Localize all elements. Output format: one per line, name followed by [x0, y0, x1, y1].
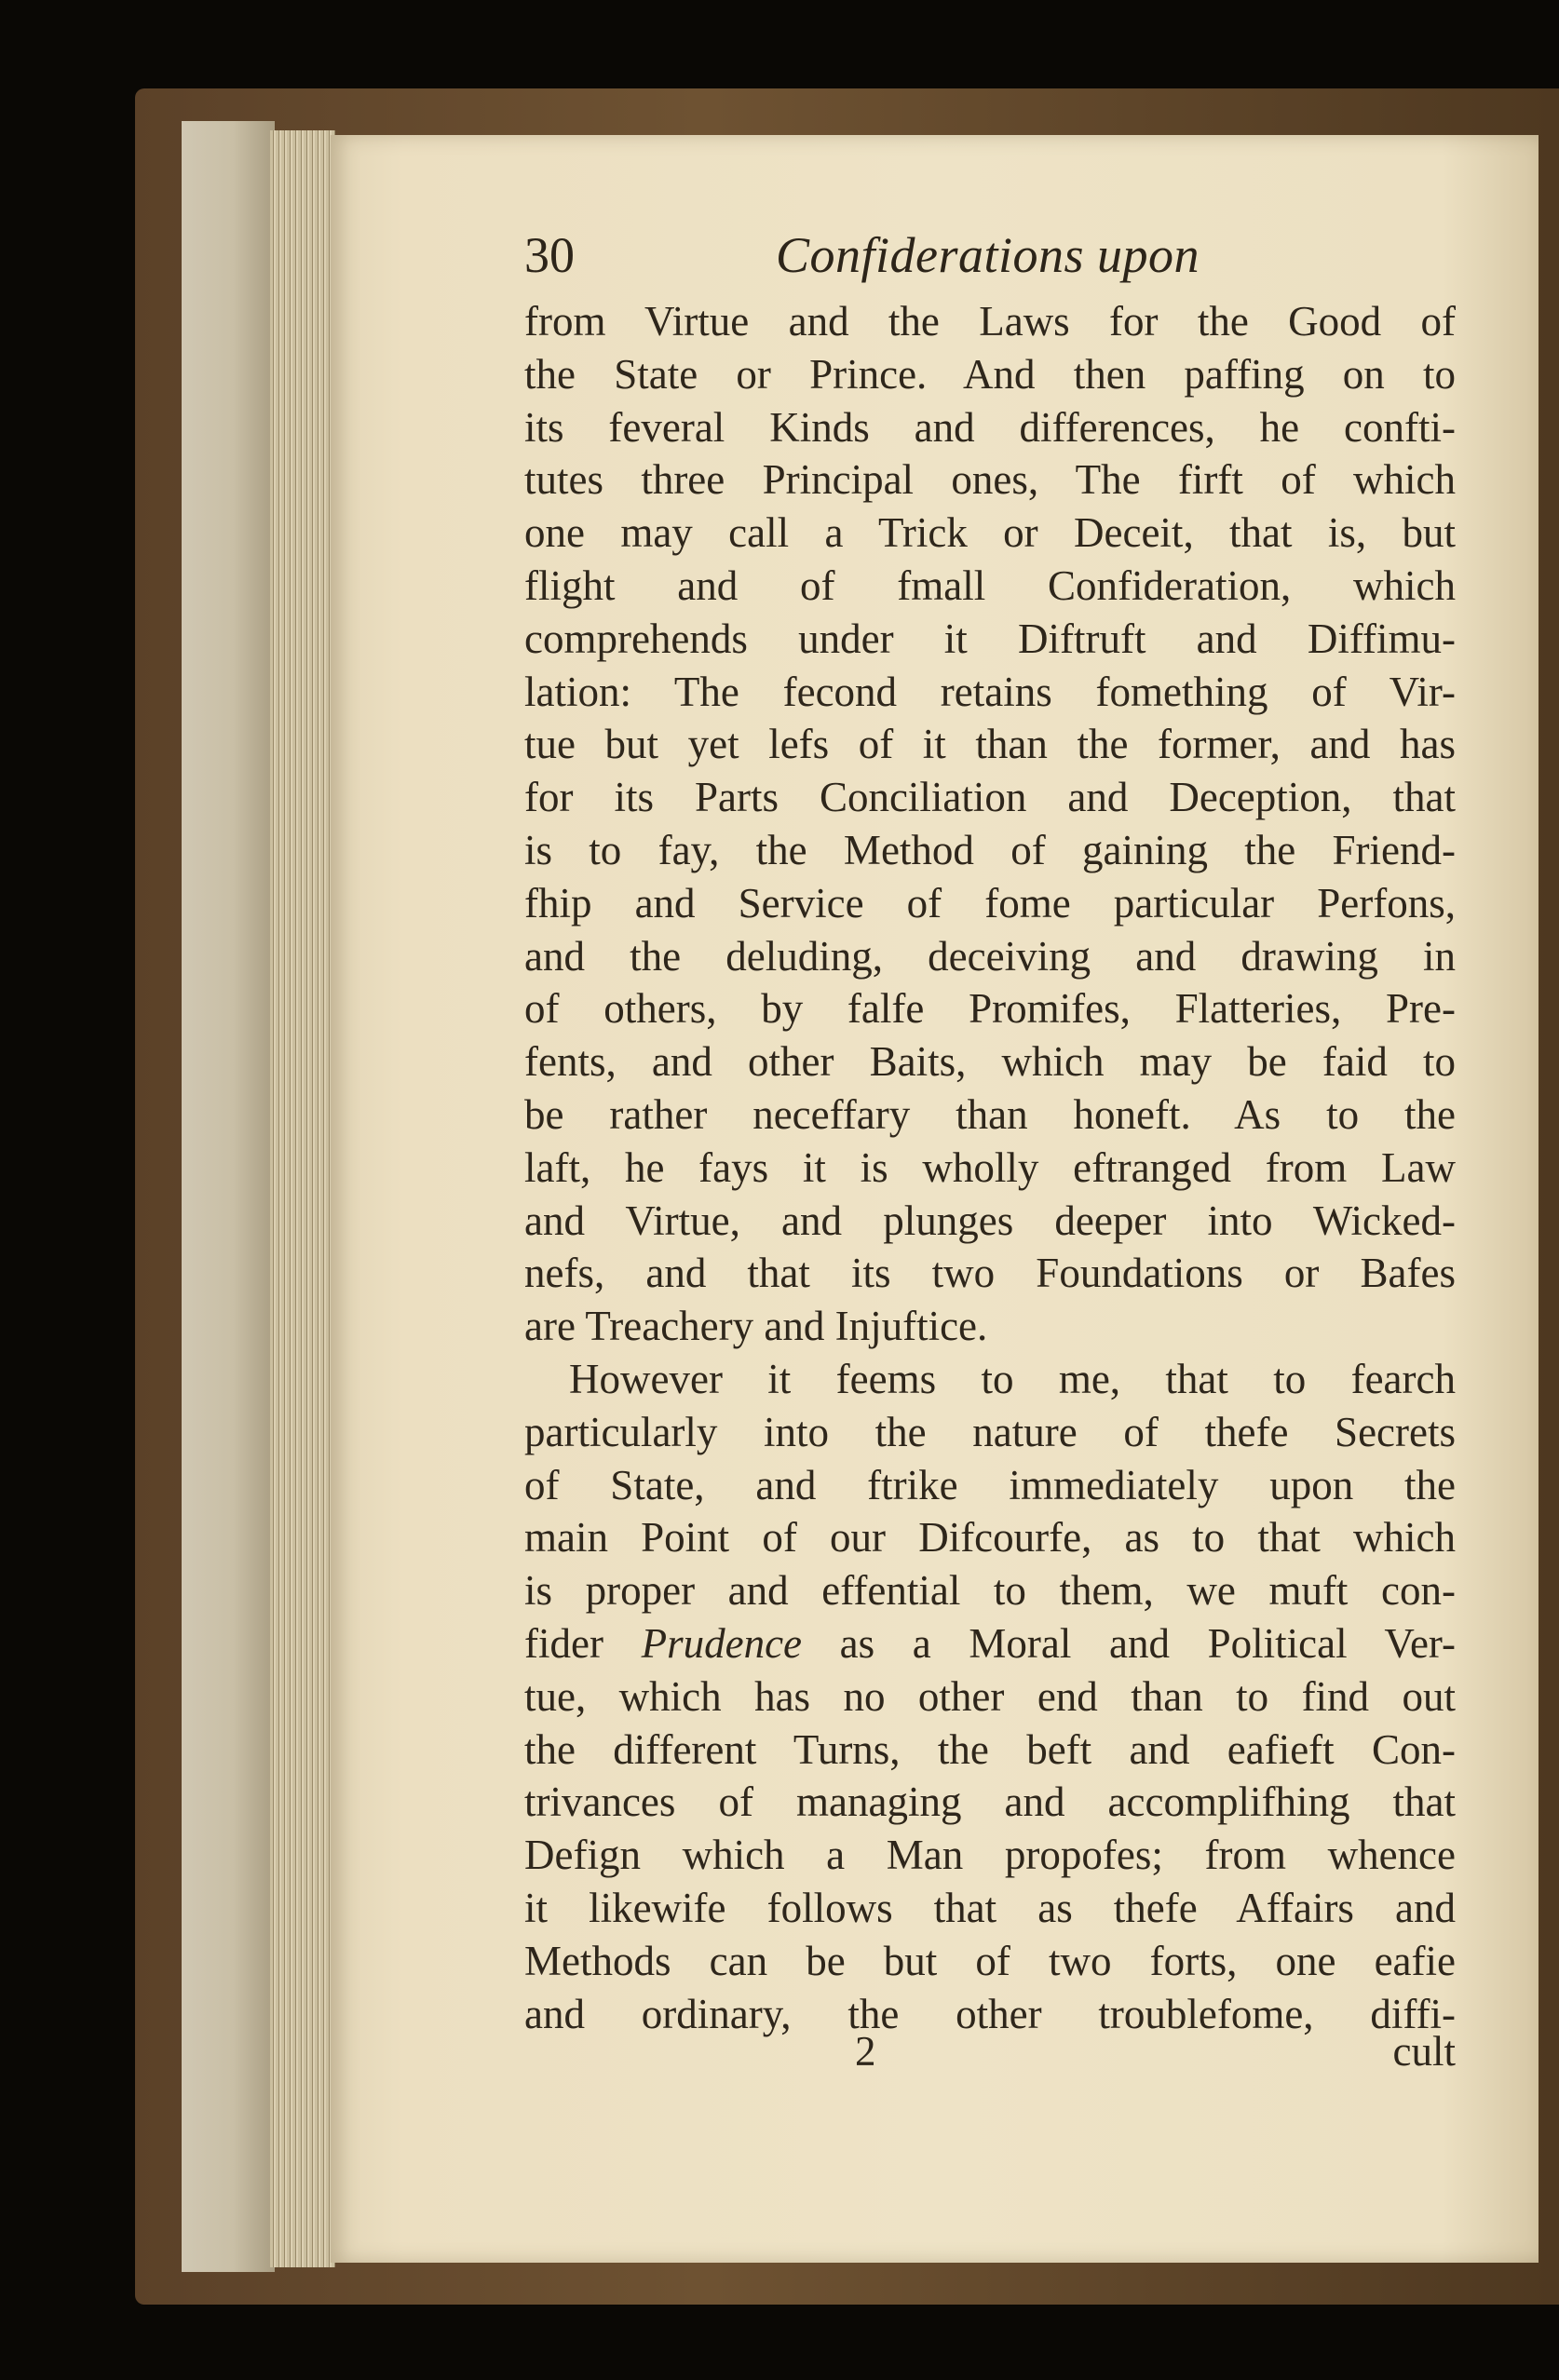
text-line: its feveral Kinds and differences, he confti-	[524, 403, 1456, 451]
signature-mark: 2	[855, 2028, 876, 2075]
text-line: flight and of fmall Confideration, which	[524, 561, 1456, 609]
page-number: 30	[524, 227, 575, 283]
text-line: comprehends under it Diftruft and Diffimu-	[524, 615, 1456, 662]
text-line: and ordinary, the other troublefome, diffi-	[524, 1990, 1456, 2037]
text-line: main Point of our Difcourfe, as to that which	[524, 1514, 1456, 1562]
text-line: and Virtue, and plunges deeper into Wicked-	[524, 1197, 1456, 1244]
page-edges	[270, 130, 335, 2267]
prudence-before: fider	[524, 1619, 642, 1667]
text-line: tutes three Principal ones, The firft of which	[524, 456, 1456, 504]
prudence-italic-word: Prudence	[641, 1619, 803, 1667]
text-line: is proper and effential to them, we muft con-	[524, 1567, 1456, 1615]
text-line: particularly into the nature of thefe Secrets	[524, 1408, 1456, 1455]
text-line: lation: The fecond retains fomething of Vir-	[524, 668, 1456, 715]
text-line: of State, and ftrike immediately upon the	[524, 1461, 1456, 1508]
text-line: laft, he fays it is wholly eftranged from Law	[524, 1143, 1456, 1191]
text-line: are Treachery and Injuftice.	[524, 1303, 988, 1350]
text-line: from Virtue and the Laws for the Good of	[524, 298, 1456, 345]
running-head-title: Confiderations upon	[776, 227, 1200, 283]
text-line: of others, by falfe Promifes, Flatteries, Pre-	[524, 985, 1456, 1033]
body-text	[524, 295, 1456, 2040]
text-line: the State or Prince. And then paffing on to	[524, 350, 1456, 398]
text-line: fents, and other Baits, which may be faid to	[524, 1038, 1456, 1086]
text-line: it likewife follows that as thefe Affairs and	[524, 1884, 1456, 1931]
text-line-prudence	[524, 1617, 1456, 1670]
prudence-after: as a Moral and Political Ver-	[802, 1619, 1456, 1667]
text-line: is to fay, the Method of gaining the Friend-	[524, 826, 1456, 873]
text-line: tue but yet lefs of it than the former, and has	[524, 721, 1456, 768]
text-line: one may call a Trick or Deceit, that is, but	[524, 509, 1456, 557]
text-line: Methods can be but of two forts, one eafie	[524, 1937, 1456, 1984]
catchword: cult	[1392, 2028, 1456, 2075]
text-line: fhip and Service of fome particular Perfons,	[524, 879, 1456, 926]
inner-cover-board	[182, 121, 275, 2272]
page-footer	[524, 2027, 1456, 2083]
text-line: and the deluding, deceiving and drawing in	[524, 932, 1456, 980]
paragraph-1	[524, 295, 1456, 1353]
text-line: tue, which has no other end than to find out	[524, 1672, 1456, 1720]
text-line: be rather neceffary than honeft. As to the	[524, 1090, 1456, 1138]
text-line: trivances of managing and accomplifhing that	[524, 1778, 1456, 1826]
book-page	[331, 135, 1539, 2263]
text-line: However it feems to me, that to fearch	[569, 1355, 1456, 1402]
text-line: Defign which a Man propofes; from whence	[524, 1832, 1456, 1879]
text-line: nefs, and that its two Foundations or Bafes	[524, 1250, 1456, 1297]
text-line: for its Parts Conciliation and Deception, that	[524, 774, 1456, 821]
paragraph-2	[524, 1353, 1456, 2040]
text-line: the different Turns, the beft and eafieft Con-	[524, 1725, 1456, 1773]
